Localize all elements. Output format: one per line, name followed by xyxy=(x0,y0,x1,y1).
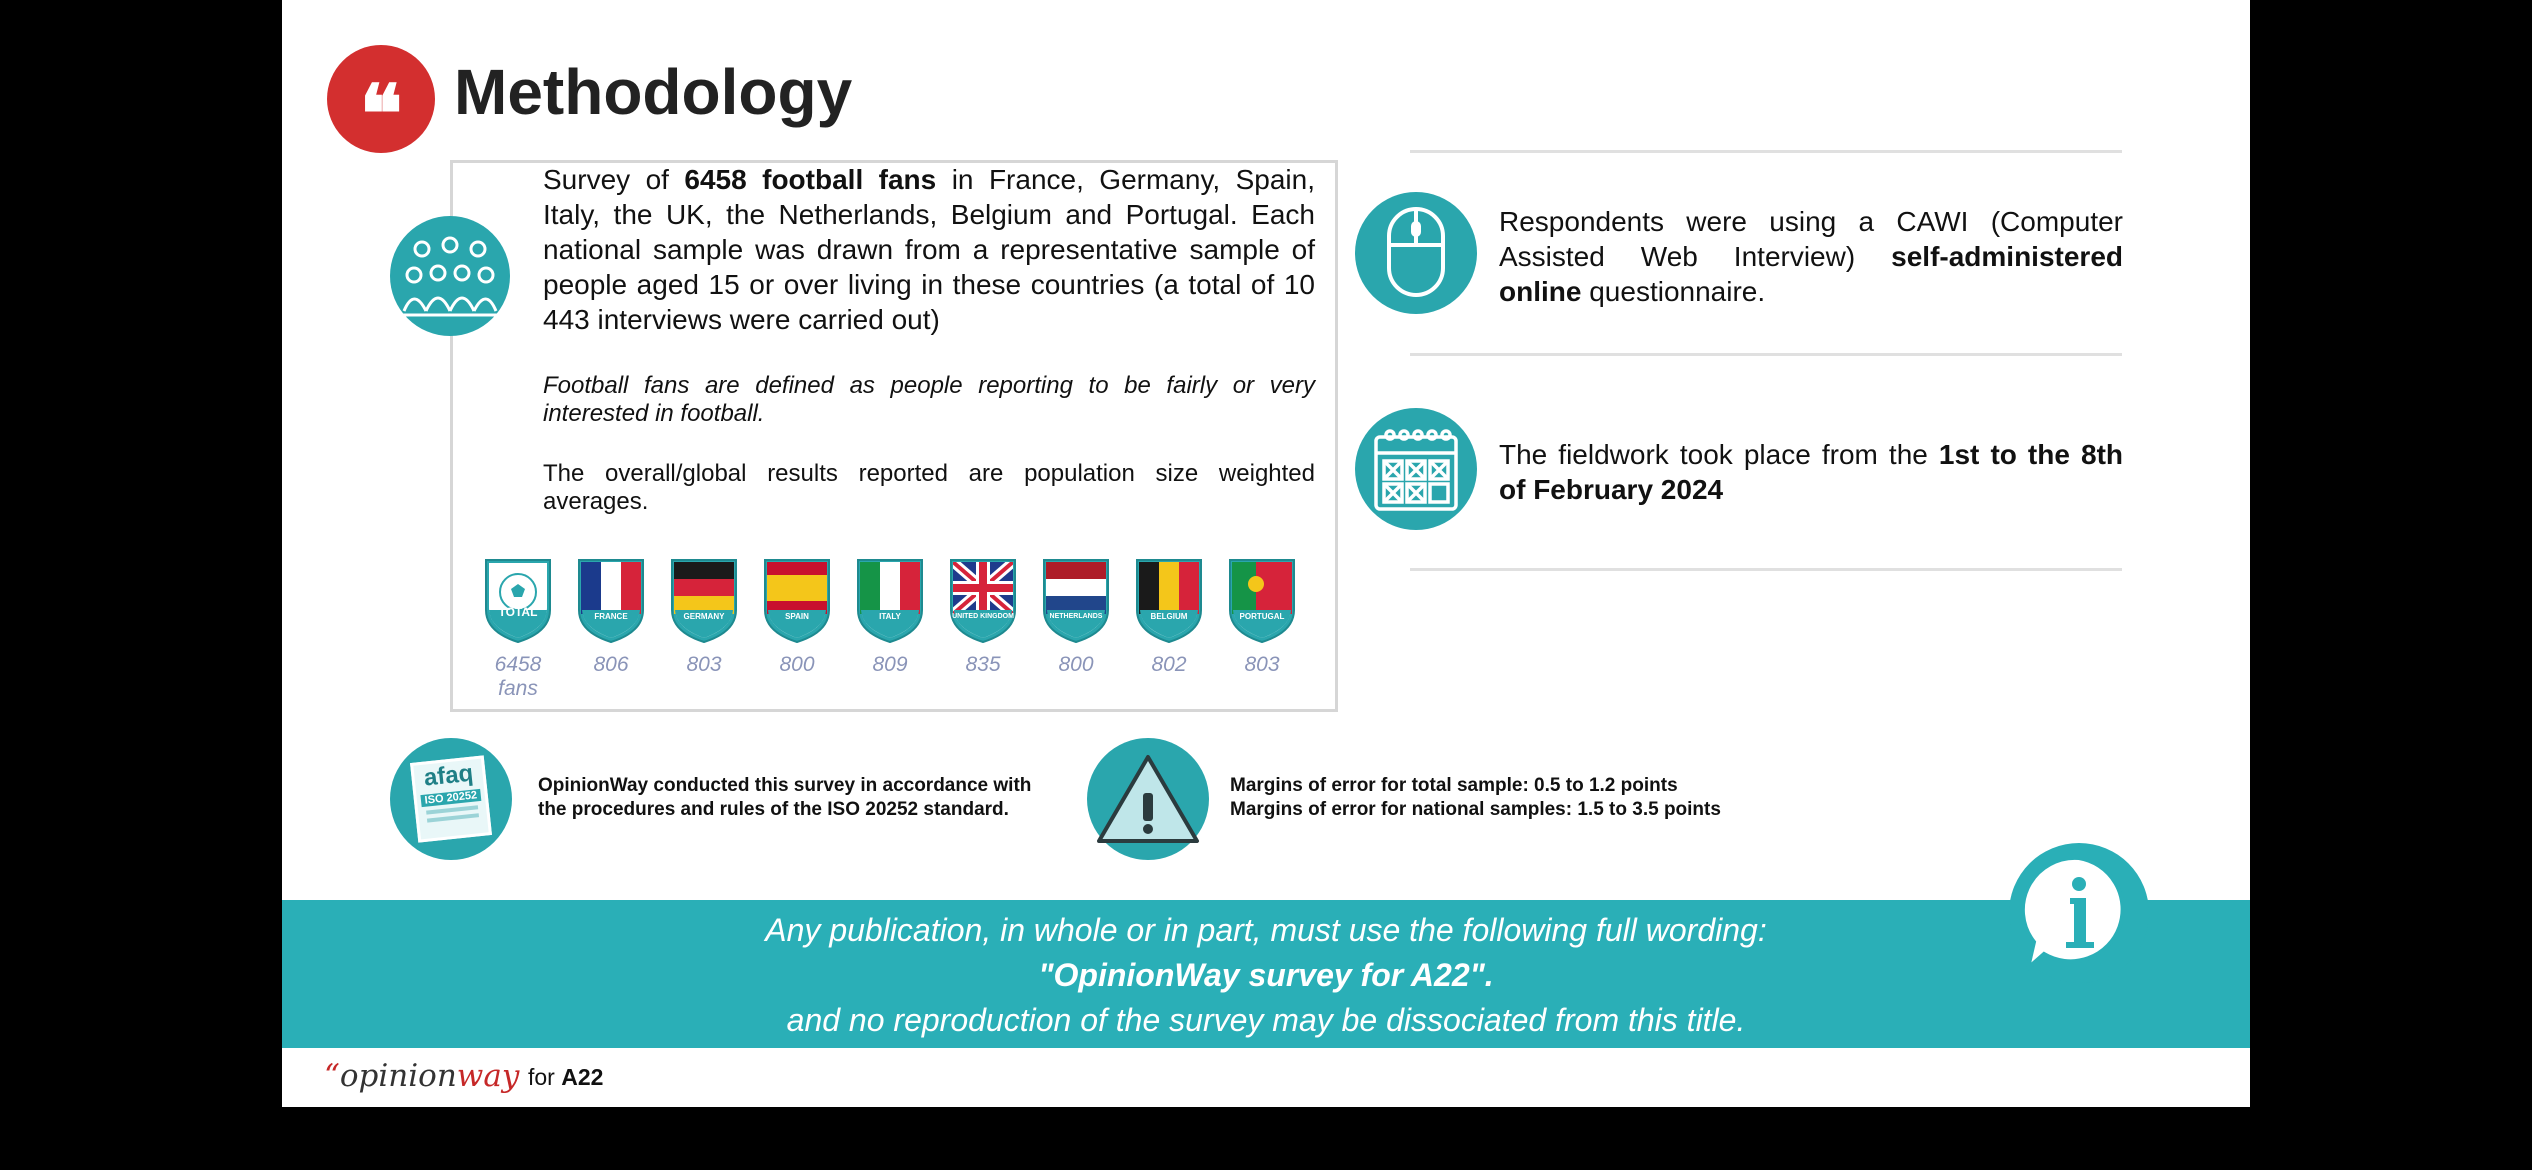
flag-label: NETHERLANDS xyxy=(1049,613,1103,620)
flag-label: UNITED KINGDOM xyxy=(952,613,1014,620)
opinionway-logo xyxy=(324,1058,519,1094)
calendar-icon xyxy=(1355,408,1477,530)
fieldwork-dates: 1st to the 8th of February 2024 xyxy=(1499,439,2123,505)
flag-count: 835 xyxy=(965,653,1001,676)
margins-text xyxy=(1230,774,1750,822)
flag-count: 800 xyxy=(779,653,815,676)
flag-item xyxy=(850,558,930,677)
banner-line-3: and no reproduction of the survey may be dissociated from this title. xyxy=(786,1002,1746,1038)
banner-line-2: "OpinionWay survey for A22". xyxy=(1038,957,1494,993)
flag-label: FRANCE xyxy=(594,612,628,621)
weighting-note-text: The overall/global results reported are population size weighted averages. xyxy=(543,460,1315,515)
flag-count: 6458 xyxy=(494,653,542,676)
quote-icon: ❝ xyxy=(327,45,435,153)
iso-badge-icon xyxy=(390,738,512,860)
flag-shield xyxy=(763,558,831,644)
flag-shield xyxy=(577,558,645,644)
flag-item xyxy=(478,558,558,701)
crowd-icon xyxy=(390,216,510,336)
flag-shield xyxy=(1042,558,1110,644)
footer-client-name: A22 xyxy=(561,1064,604,1090)
flag-count: 803 xyxy=(686,653,722,676)
iso-badge-sub: ISO 20252 xyxy=(420,789,481,807)
warning-icon xyxy=(1087,738,1209,860)
flag-shield xyxy=(856,558,924,644)
flag-label: GERMANY xyxy=(683,612,725,621)
flag-count: 806 xyxy=(593,653,629,676)
cawi-text-2: questionnaire. xyxy=(1581,276,1766,307)
flag-label: BELGIUM xyxy=(1150,612,1188,621)
flag-label: ITALY xyxy=(879,612,901,621)
mouse-icon xyxy=(1355,192,1477,314)
fan-definition xyxy=(543,372,1315,428)
publication-banner xyxy=(282,900,2250,1048)
flag-shield xyxy=(670,558,738,644)
fieldwork-text xyxy=(1499,437,2123,507)
divider-1 xyxy=(1410,150,2122,153)
flags-row xyxy=(478,558,1298,698)
logo-mark: “ xyxy=(324,1058,340,1094)
flag-item xyxy=(1222,558,1302,677)
flag-count: 809 xyxy=(872,653,908,676)
page-title: Methodology xyxy=(454,56,853,128)
survey-text-1: Survey of xyxy=(543,164,685,195)
footer-client xyxy=(528,1064,603,1091)
cawi-bold: self-administered online xyxy=(1499,241,2123,307)
margin-total: Margins of error for total sample: 0.5 to 1.2 points xyxy=(1230,775,1678,796)
fan-definition-text: Football fans are defined as people reporting to be fairly or very interested in football. xyxy=(543,372,1315,427)
divider-3 xyxy=(1410,568,2122,571)
weighting-note xyxy=(543,460,1315,516)
flag-count: 803 xyxy=(1244,653,1280,676)
info-icon xyxy=(2004,838,2154,988)
cawi-text-1: Respondents were using a CAWI (Computer Assisted Web Interview) xyxy=(1499,206,2123,272)
flag-item xyxy=(943,558,1023,677)
flag-item xyxy=(1129,558,1209,677)
footer-for: for xyxy=(528,1064,562,1090)
iso-text: OpinionWay conducted this survey in accordance with the procedures and rules of the ISO 20252 standard. xyxy=(538,775,1032,820)
flag-item xyxy=(664,558,744,677)
logo-text-b: way xyxy=(456,1058,520,1094)
flag-shield xyxy=(949,558,1017,644)
survey-text-2: in France, Germany, Spain, Italy, the UK, the Netherlands, Belgium and Portugal. Each national sample was drawn from a representative sample of people aged 15 or over living in these countries (a total of 10 443 interviews were carried out) xyxy=(543,164,1315,335)
flag-item xyxy=(571,558,651,677)
flag-shield xyxy=(1228,558,1296,644)
flag-label: SPAIN xyxy=(785,612,809,621)
fieldwork-text-1: The fieldwork took place from the xyxy=(1499,439,1939,470)
flag-label: PORTUGAL xyxy=(1239,612,1285,621)
flag-count: 802 xyxy=(1151,653,1187,676)
flag-shield xyxy=(1135,558,1203,644)
cawi-text xyxy=(1499,204,2123,309)
divider-2 xyxy=(1410,353,2122,356)
flag-item xyxy=(1036,558,1116,677)
flag-shield xyxy=(484,558,552,644)
slide xyxy=(282,0,2250,1107)
iso-badge-label: afaq xyxy=(422,759,475,792)
flag-count: 800 xyxy=(1058,653,1094,676)
flag-count-unit: fans xyxy=(498,677,538,700)
flag-item xyxy=(757,558,837,677)
flag-label: TOTAL xyxy=(498,605,538,619)
margin-national: Margins of error for national samples: 1.5 to 3.5 points xyxy=(1230,799,1721,820)
banner-line-1: Any publication, in whole or in part, must use the following full wording: xyxy=(765,912,1767,948)
logo-text-a: opinion xyxy=(339,1058,457,1094)
survey-count-bold: 6458 football fans xyxy=(684,164,937,195)
survey-description xyxy=(543,162,1315,337)
